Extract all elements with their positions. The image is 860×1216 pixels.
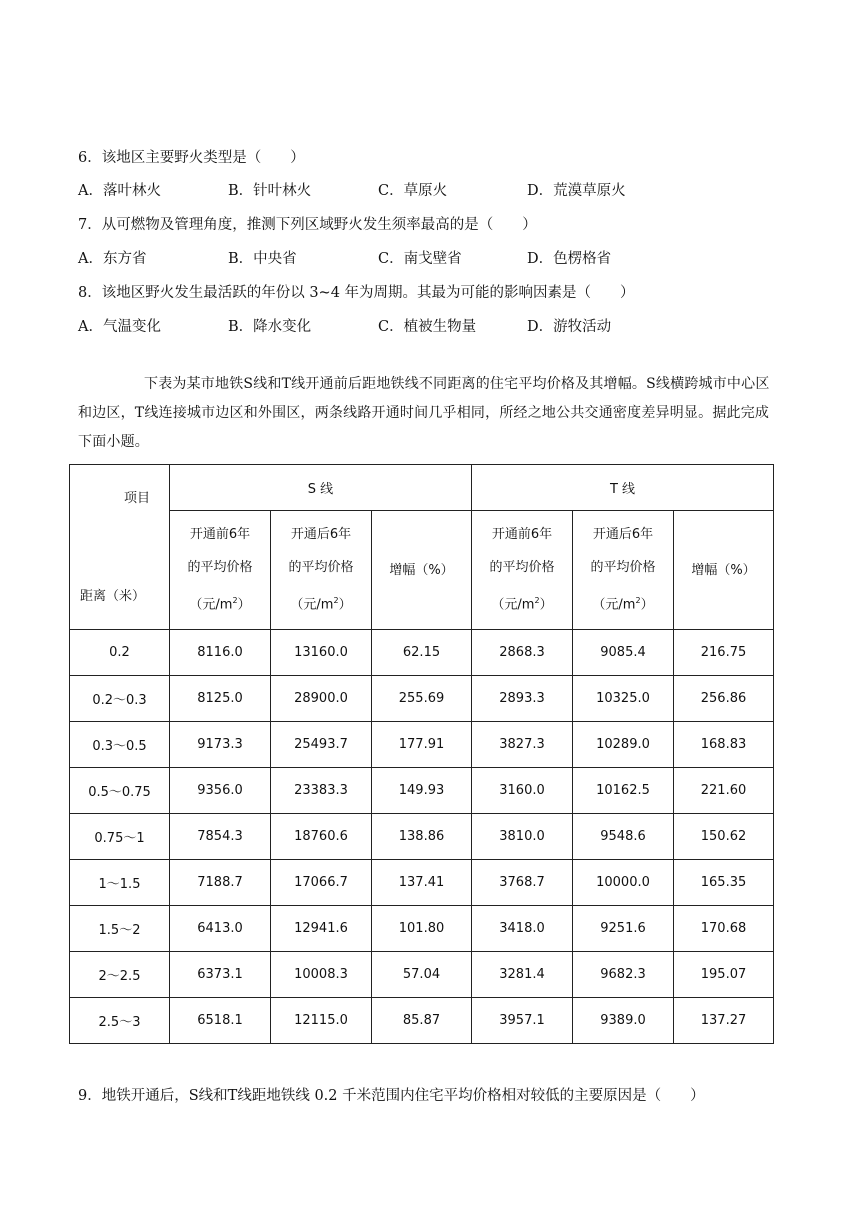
q7-option-b: B．中央省 xyxy=(228,251,297,267)
value-cell: 3957.1 xyxy=(472,998,573,1044)
value-cell: 85.87 xyxy=(372,998,472,1044)
q8-option-c: C．植被生物量 xyxy=(378,319,477,335)
value-cell: 3810.0 xyxy=(472,814,573,860)
q7-option-a: A．东方省 xyxy=(78,251,147,267)
value-cell: 12941.6 xyxy=(271,906,372,952)
value-cell: 9389.0 xyxy=(573,998,674,1044)
value-cell: 177.91 xyxy=(372,722,472,768)
value-cell: 12115.0 xyxy=(271,998,372,1044)
distance-cell: 2.5～3 xyxy=(70,998,170,1044)
value-cell: 18760.6 xyxy=(271,814,372,860)
unit-exponent: 2 xyxy=(635,596,641,606)
value-cell: 216.75 xyxy=(674,630,774,676)
distance-cell: 0.75～1 xyxy=(70,814,170,860)
value-cell: 255.69 xyxy=(372,676,472,722)
q6-option-d: D．荒漠草原火 xyxy=(527,183,626,199)
unit-exponent: 2 xyxy=(232,596,238,606)
value-cell: 57.04 xyxy=(372,952,472,998)
table-row xyxy=(70,952,774,998)
unit-text: （元/m xyxy=(189,597,233,613)
subheader-unit xyxy=(472,584,572,621)
q6-option-a: A．落叶林火 xyxy=(78,183,161,199)
value-cell: 149.93 xyxy=(372,768,472,814)
subheader-line: 的平均价格 xyxy=(590,560,656,576)
value-cell: 10325.0 xyxy=(573,676,674,722)
value-cell: 10000.0 xyxy=(573,860,674,906)
value-cell: 9173.3 xyxy=(170,722,271,768)
question-8-options xyxy=(78,315,798,337)
table-row xyxy=(70,676,774,722)
value-cell: 165.35 xyxy=(674,860,774,906)
distance-cell: 0.2～0.3 xyxy=(70,676,170,722)
value-cell: 28900.0 xyxy=(271,676,372,722)
question-9-stem: 9．地铁开通后，S线和T线距地铁线 0.2 千米范围内住宅平均价格相对较低的主要原因是（ ） xyxy=(78,1088,705,1104)
question-7-stem: 7．从可燃物及管理角度，推测下列区域野火发生须率最高的是（ ） xyxy=(78,217,537,233)
value-cell: 62.15 xyxy=(372,630,472,676)
value-cell: 6413.0 xyxy=(170,906,271,952)
subheader-cell xyxy=(573,511,674,630)
q7-option-d: D．色楞格省 xyxy=(527,251,612,267)
value-cell: 8116.0 xyxy=(170,630,271,676)
value-cell: 256.86 xyxy=(674,676,774,722)
q8-option-a: A．气温变化 xyxy=(78,319,161,335)
unit-close: ） xyxy=(338,597,352,613)
subheader-line: 开通前6年 xyxy=(491,527,553,543)
value-cell: 170.68 xyxy=(674,906,774,952)
table-header-row xyxy=(70,465,774,511)
value-cell: 9356.0 xyxy=(170,768,271,814)
unit-exponent: 2 xyxy=(534,596,540,606)
value-cell: 2893.3 xyxy=(472,676,573,722)
subheader-cell xyxy=(170,511,271,630)
unit-exponent: 2 xyxy=(333,596,339,606)
value-cell: 168.83 xyxy=(674,722,774,768)
q6-option-b: B．针叶林火 xyxy=(228,183,312,199)
question-7-options xyxy=(78,247,798,269)
distance-cell: 1.5～2 xyxy=(70,906,170,952)
value-cell: 3160.0 xyxy=(472,768,573,814)
table-subheader-row xyxy=(70,511,774,630)
distance-cell: 2～2.5 xyxy=(70,952,170,998)
subheader-line: 开通前6年 xyxy=(189,527,251,543)
subheader-line: 开通后6年 xyxy=(290,527,352,543)
value-cell: 17066.7 xyxy=(271,860,372,906)
value-cell: 10008.3 xyxy=(271,952,372,998)
distance-cell: 0.2 xyxy=(70,630,170,676)
table-row xyxy=(70,998,774,1044)
subheader-line: 开通后6年 xyxy=(592,527,654,543)
value-cell: 25493.7 xyxy=(271,722,372,768)
value-cell: 138.86 xyxy=(372,814,472,860)
distance-cell: 0.5～0.75 xyxy=(70,768,170,814)
value-cell: 9682.3 xyxy=(573,952,674,998)
unit-text: （元/m xyxy=(290,597,334,613)
question-6-stem: 6．该地区主要野火类型是（ ） xyxy=(78,150,305,166)
value-cell: 3418.0 xyxy=(472,906,573,952)
group-header-s-line: S 线 xyxy=(170,465,472,511)
table-row xyxy=(70,768,774,814)
unit-close: ） xyxy=(539,597,553,613)
distance-cell: 1～1.5 xyxy=(70,860,170,906)
question-8-stem: 8．该地区野火发生最活跃的年份以 3~4 年为周期。其最为可能的影响因素是（ ） xyxy=(78,285,635,301)
value-cell: 10289.0 xyxy=(573,722,674,768)
unit-close: ） xyxy=(640,597,654,613)
subheader-line: 的平均价格 xyxy=(187,560,253,576)
value-cell: 3281.4 xyxy=(472,952,573,998)
corner-distance-label: 距离（米） xyxy=(80,589,146,604)
table-row xyxy=(70,814,774,860)
value-cell: 137.27 xyxy=(674,998,774,1044)
q8-option-d: D．游牧活动 xyxy=(527,319,612,335)
table-row xyxy=(70,860,774,906)
unit-text: （元/m xyxy=(592,597,636,613)
value-cell: 3768.7 xyxy=(472,860,573,906)
subheader-unit xyxy=(573,584,673,621)
value-cell: 221.60 xyxy=(674,768,774,814)
table-row xyxy=(70,722,774,768)
table-intro-paragraph: 下表为某市地铁S线和T线开通前后距地铁线不同距离的住宅平均价格及其增幅。S线横跨城市中心区和边区，T线连接城市边区和外围区，两条线路开通时间几乎相同，所经之地公共交通密度差异明显。据此完成下面小题。 xyxy=(78,376,770,450)
subheader-cell: 增幅（%） xyxy=(674,511,774,630)
unit-close: ） xyxy=(237,597,251,613)
value-cell: 23383.3 xyxy=(271,768,372,814)
value-cell: 2868.3 xyxy=(472,630,573,676)
value-cell: 13160.0 xyxy=(271,630,372,676)
subheader-line: 的平均价格 xyxy=(489,560,555,576)
value-cell: 7854.3 xyxy=(170,814,271,860)
value-cell: 195.07 xyxy=(674,952,774,998)
table-row xyxy=(70,630,774,676)
value-cell: 9251.6 xyxy=(573,906,674,952)
value-cell: 6373.1 xyxy=(170,952,271,998)
value-cell: 9085.4 xyxy=(573,630,674,676)
value-cell: 3827.3 xyxy=(472,722,573,768)
unit-text: （元/m xyxy=(491,597,535,613)
distance-cell: 0.3～0.5 xyxy=(70,722,170,768)
subheader-line: 的平均价格 xyxy=(288,560,354,576)
subheader-cell xyxy=(271,511,372,630)
subheader-unit xyxy=(271,584,371,621)
value-cell: 150.62 xyxy=(674,814,774,860)
value-cell: 6518.1 xyxy=(170,998,271,1044)
value-cell: 10162.5 xyxy=(573,768,674,814)
value-cell: 7188.7 xyxy=(170,860,271,906)
table-row xyxy=(70,906,774,952)
q7-option-c: C．南戈壁省 xyxy=(378,251,462,267)
table-body xyxy=(70,630,774,1044)
subheader-cell xyxy=(472,511,573,630)
q6-option-c: C．草原火 xyxy=(378,183,448,199)
group-header-t-line: T 线 xyxy=(472,465,774,511)
value-cell: 137.41 xyxy=(372,860,472,906)
subheader-cell: 增幅（%） xyxy=(372,511,472,630)
question-6-options xyxy=(78,179,798,201)
value-cell: 101.80 xyxy=(372,906,472,952)
corner-item-label: 项目 xyxy=(124,491,151,506)
value-cell: 9548.6 xyxy=(573,814,674,860)
table-corner-cell xyxy=(70,465,170,630)
housing-price-table xyxy=(69,464,774,1044)
value-cell: 8125.0 xyxy=(170,676,271,722)
subheader-unit xyxy=(170,584,270,621)
q8-option-b: B．降水变化 xyxy=(228,319,312,335)
